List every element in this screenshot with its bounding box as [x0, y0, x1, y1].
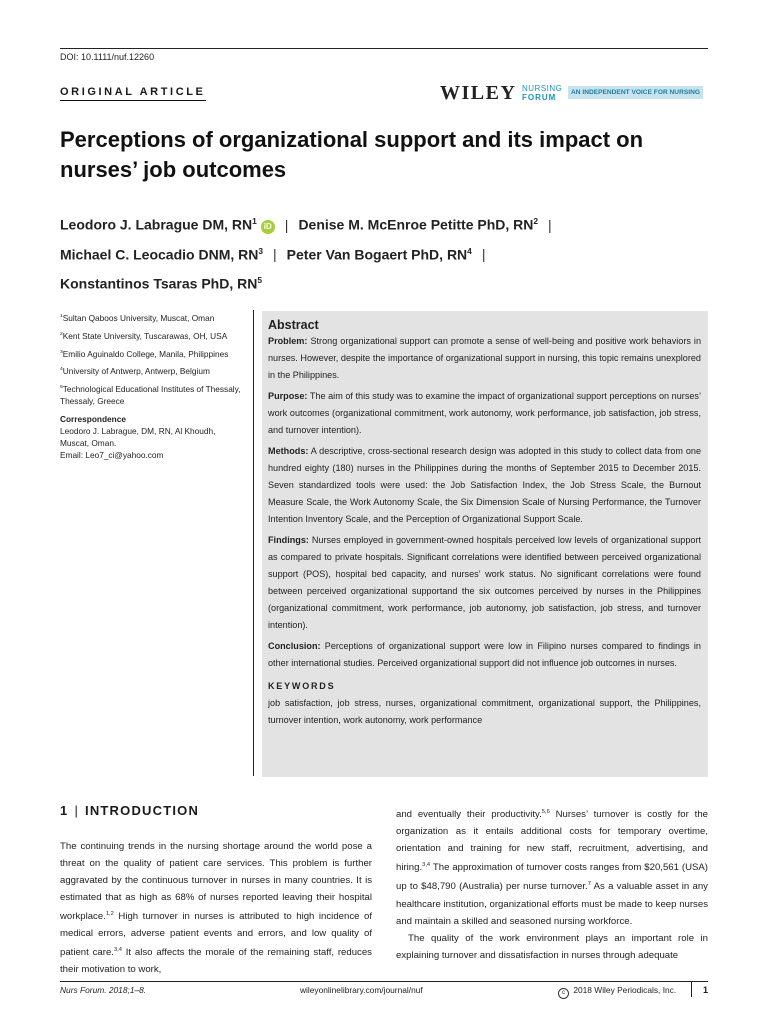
- abstract-methods: Methods: A descriptive, cross-sectional research design was adopted in this study to collect data from one hundred eighty (180) nurses in the Philippines during the months of September 2015 to December 2015. Seven standardized tools were used: the Job Satisfaction Index, the Job Stress Scale, the Burnout Measure Scale, the Work Autonomy Scale, the Six Dimension Scale of Nursing Performance, the Turnover Intention Inventory Scale, and the Perception of Organizational Support Scale.: [268, 446, 701, 524]
- orcid-icon[interactable]: iD: [261, 220, 275, 234]
- journal-name-line1: NURSING: [522, 84, 563, 93]
- author-list: [60, 208, 710, 297]
- author-name[interactable]: Peter Van Bogaert PhD, RN: [286, 246, 468, 263]
- publisher-logo: WILEY: [440, 82, 517, 104]
- author-name[interactable]: Konstantinos Tsaras PhD, RN: [60, 275, 258, 292]
- author-affil-sup: 3: [258, 245, 264, 256]
- author-separator: |: [273, 246, 277, 263]
- intro-paragraph: The continuing trends in the nursing shortage around the world pose a threat on the quality of patient care services. This problem is further aggravated by the continuous turnover in nurses in many countries. It is estimated that as high as 68% of nurses reported leaving their hospital workplace.$^{1,2}$ High turnover in nurses is attributed to high incidence of medical errors, adverse patient events and errors, and low quality of patient care.$^{3,4}$ It also affects the morale of the remaining staff, reduces their motivation to work,: [60, 841, 372, 976]
- intro-paragraph: The quality of the work environment plays an important role in explaining turnover and dissatisfaction in nurses through adequate: [396, 932, 708, 961]
- keywords-list: job satisfaction, job stress, nurses, organizational commitment, organizational support, the Philippines, turnover intention, work autonomy, work performance: [268, 698, 701, 725]
- copyright-icon: c: [558, 988, 569, 999]
- author-separator: |: [548, 216, 552, 233]
- footer-divider: [691, 981, 692, 997]
- intro-paragraph: and eventually their productivity.$^{5,6}$ Nurses’ turnover is costly for the organization as it entails additional costs for temporary overtime, orientation and training for new staff, recruitment, advertising, and hiring.$^{3,4}$ The approximation of turnover costs ranges from $20,561 (USA) up to $48,790 (Australia) per nurse turnover.$^7$ As a valuable asset in any healthcare institution, organizational efforts must be made to keep nurses and maintain a skilled and seasoned nursing workforce.: [396, 809, 708, 927]
- footer-rule: [60, 981, 708, 982]
- author-affil-sup: 5: [257, 275, 262, 286]
- correspondence-line: Leodoro J. Labrague, DM, RN, Al Khoudh,: [60, 425, 216, 436]
- correspondence-line: Muscat, Oman.: [60, 437, 117, 448]
- abstract-divider: [253, 310, 254, 776]
- affiliation-item: $^1$Sultan Qaboos University, Muscat, Oman: [60, 312, 215, 323]
- journal-name: [522, 84, 568, 102]
- affiliations: [60, 310, 250, 461]
- abstract-conclusion: Conclusion: Perceptions of organizational support were low in Filipino nurses compared to findings in other international studies. Perceived organizational support did not influence job outcomes in nurses.: [268, 641, 701, 668]
- section-label: ORIGINAL ARTICLE: [60, 86, 206, 101]
- section-heading-introduction: 1 | INTRODUCTION: [60, 803, 200, 818]
- footer-copyright: c 2018 Wiley Periodicals, Inc.: [558, 985, 676, 999]
- author-affil-sup: 1: [252, 216, 257, 226]
- body-column-right: [396, 804, 708, 964]
- author-separator: |: [284, 216, 289, 233]
- abstract-box: [262, 311, 708, 777]
- doi: DOI: 10.1111/nuf.12260: [60, 52, 155, 62]
- author-name[interactable]: Denise M. McEnroe Petitte PhD, RN: [298, 216, 534, 233]
- affiliation-item: $^5$Technological Educational Institutes of Thessaly, Thessaly, Greece: [60, 383, 241, 406]
- author-name[interactable]: Michael C. Leocadio DNM, RN: [60, 246, 259, 263]
- top-rule: [60, 48, 708, 49]
- abstract-problem: Problem: Strong organizational support can promote a sense of well-being and positive work behaviors in nurses. However, despite the importance of organizational support in nursing, this topic remains unexplored in the Philippines.: [268, 336, 702, 380]
- author-name[interactable]: Leodoro J. Labrague DM, RN: [60, 216, 253, 233]
- keywords-heading: KEYWORDS: [268, 681, 336, 691]
- article-title: Perceptions of organizational support and its impact on nurses’ job outcomes: [60, 127, 644, 182]
- author-separator: |: [481, 246, 486, 263]
- body-column-left: [60, 838, 372, 978]
- journal-logo: [440, 82, 710, 104]
- correspondence-email[interactable]: Email: Leo7_ci@yahoo.com: [60, 449, 164, 460]
- affiliation-item: $^4$University of Antwerp, Antwerp, Belgium: [60, 366, 210, 377]
- affiliation-item: $^2$Kent State University, Tuscarawas, OH, USA: [60, 330, 228, 341]
- footer-citation: Nurs Forum. 2018;1–8.: [60, 985, 147, 995]
- abstract-heading: Abstract: [268, 318, 319, 332]
- affiliation-item: $^3$Emilio Aguinaldo College, Manila, Philippines: [60, 348, 229, 359]
- correspondence-heading: Correspondence: [60, 413, 126, 424]
- footer-url[interactable]: wileyonlinelibrary.com/journal/nuf: [300, 985, 423, 995]
- journal-tagline: AN INDEPENDENT VOICE FOR NURSING: [568, 86, 703, 99]
- journal-name-line2: FORUM: [522, 93, 557, 102]
- author-affil-sup: 2: [533, 216, 539, 226]
- abstract-findings: Findings: Nurses employed in government-owned hospitals perceived low levels of organizational support as compared to private hospitals. Significant correlations were identified between perceived organizational support (POS), hospital bed capacity, and nurses’ work status. No significant correlations were found between perceived organizational supportand the six outcomes perceived by nurses in the Philippines (organizational commitment, work performance, job autonomy, job satisfaction, job stress, and turnover intention).: [268, 535, 702, 630]
- author-affil-sup: 4: [467, 245, 472, 256]
- abstract-purpose: Purpose: The aim of this study was to examine the impact of organizational support perceptions on nurses’ work outcomes (organizational commitment, work autonomy, work performance, job satisfaction, job stress, and turnover intention).: [268, 391, 701, 435]
- page-number: 1: [703, 985, 709, 995]
